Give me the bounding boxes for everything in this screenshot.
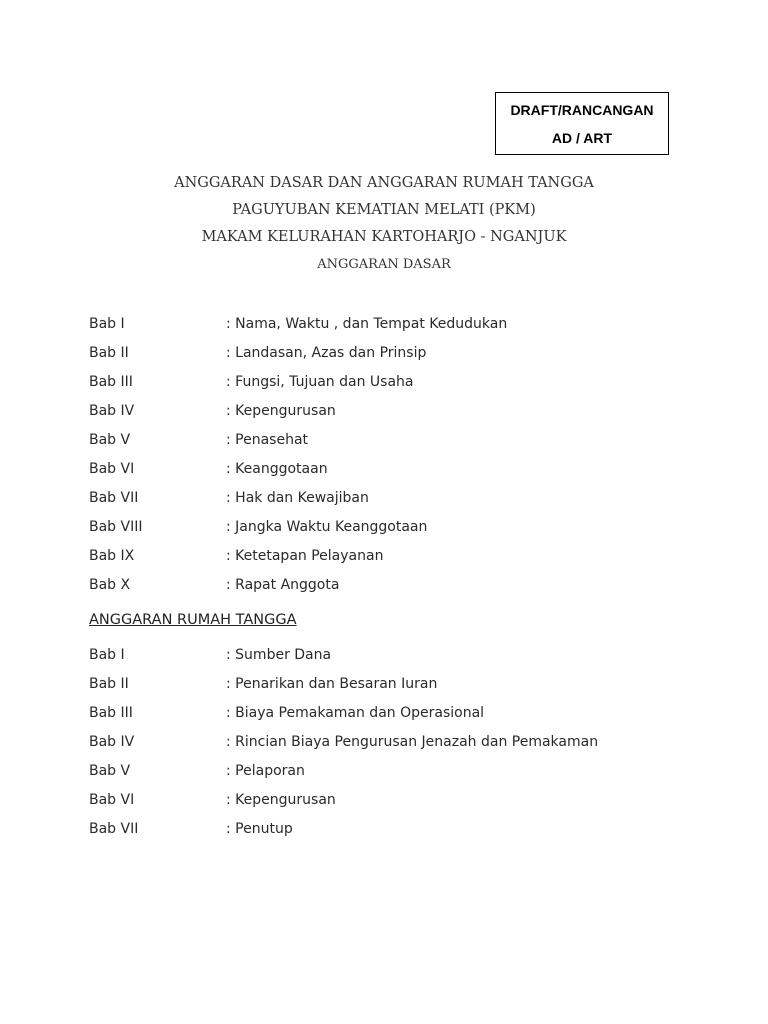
bab-number: Bab III (89, 374, 133, 390)
bab-title: : Penasehat (226, 432, 309, 448)
bab-title: : Pelaporan (226, 763, 305, 779)
bab-title: : Jangka Waktu Keanggotaan (226, 519, 428, 535)
bab-title: : Sumber Dana (226, 647, 332, 663)
title-line-2: PAGUYUBAN KEMATIAN MELATI (PKM) (232, 202, 536, 218)
bab-number: Bab II (89, 676, 129, 692)
bab-title: : Penutup (226, 821, 293, 837)
draft-label-line2: AD / ART (551, 130, 613, 146)
bab-number: Bab VIII (89, 519, 143, 535)
draft-label-box (495, 92, 669, 155)
bab-title: : Rincian Biaya Pengurusan Jenazah dan Pemakaman (226, 734, 599, 750)
bab-title: : Keanggotaan (226, 461, 328, 477)
bab-number: Bab IV (89, 403, 135, 419)
bab-number: Bab VI (89, 461, 135, 477)
bab-title: : Rapat Anggota (226, 577, 340, 593)
draft-label-line1: DRAFT/RANCANGAN (510, 102, 654, 118)
bab-number: Bab V (89, 432, 131, 448)
bab-number: Bab II (89, 345, 129, 361)
bab-title: : Landasan, Azas dan Prinsip (226, 345, 427, 361)
bab-title: : Biaya Pemakaman dan Operasional (226, 705, 485, 721)
bab-number: Bab I (89, 316, 125, 332)
art-section-heading: ANGGARAN RUMAH TANGGA (89, 612, 297, 628)
bab-number: Bab VI (89, 792, 135, 808)
bab-number: Bab I (89, 647, 125, 663)
bab-title: : Ketetapan Pelayanan (226, 548, 384, 564)
bab-title: : Hak dan Kewajiban (226, 490, 369, 506)
bab-number: Bab VII (89, 490, 139, 506)
bab-number: Bab V (89, 763, 131, 779)
title-line-4: ANGGARAN DASAR (317, 257, 451, 272)
bab-title: : Penarikan dan Besaran Iuran (226, 676, 438, 692)
title-line-1: ANGGARAN DASAR DAN ANGGARAN RUMAH TANGGA (174, 175, 594, 191)
bab-title: : Fungsi, Tujuan dan Usaha (226, 374, 414, 390)
bab-number: Bab IX (89, 548, 135, 564)
bab-number: Bab IV (89, 734, 135, 750)
title-line-3: MAKAM KELURAHAN KARTOHARJO - NGANJUK (201, 229, 567, 245)
bab-title: : Nama, Waktu , dan Tempat Kedudukan (226, 316, 508, 332)
bab-number: Bab X (89, 577, 131, 593)
bab-number: Bab VII (89, 821, 139, 837)
bab-title: : Kepengurusan (226, 403, 336, 419)
bab-number: Bab III (89, 705, 133, 721)
bab-title: : Kepengurusan (226, 792, 336, 808)
